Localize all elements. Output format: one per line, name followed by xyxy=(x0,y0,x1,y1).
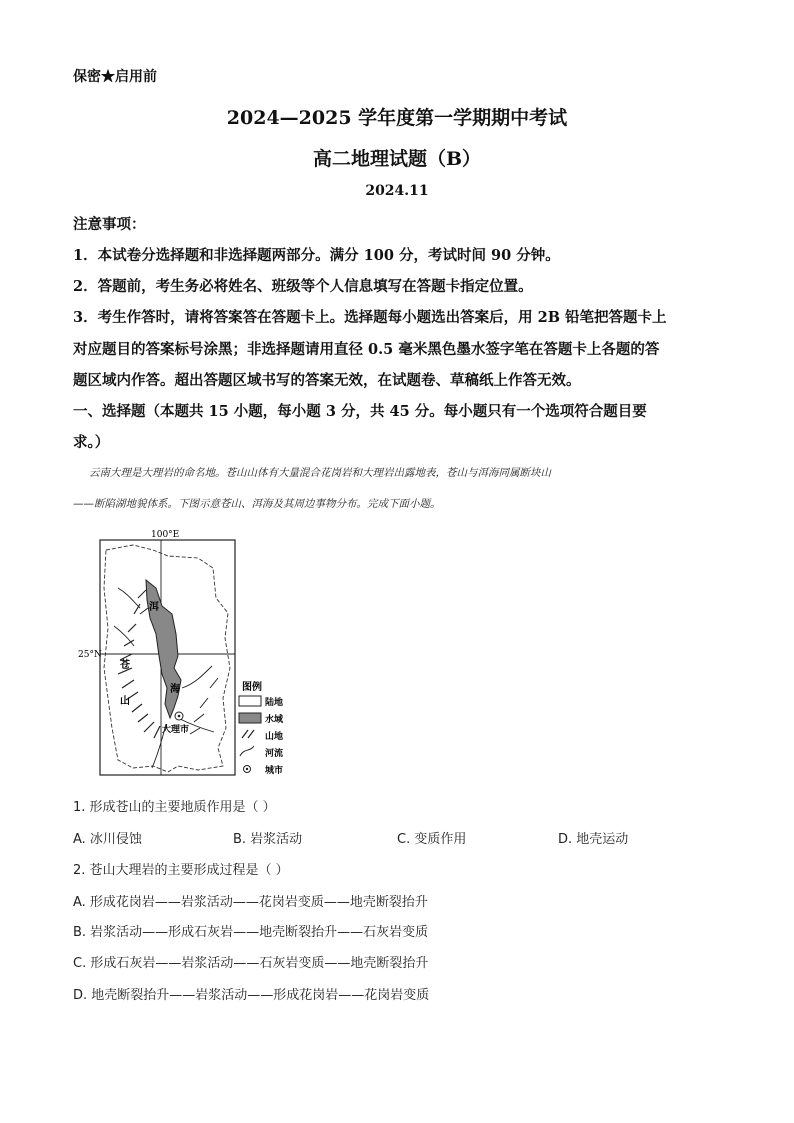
legend-land-swatch xyxy=(239,696,261,706)
label-hai: 海 xyxy=(170,684,180,695)
mountain-icon xyxy=(242,730,254,738)
longitude-label: 100°E xyxy=(151,530,180,540)
question-1-stem: 1. 形成苍山的主要地质作用是（ ） xyxy=(73,800,276,815)
legend-land-label: 陆地 xyxy=(265,698,284,708)
question-2-option-b: B. 岩浆活动——形成石灰岩——地壳断裂抬升——石灰岩变质 xyxy=(73,925,429,940)
city-icon-dot xyxy=(178,715,181,718)
exam-date: 2024.11 xyxy=(365,183,429,199)
cangshan-erhai-map xyxy=(78,528,293,780)
question-1-option-d: D. 地壳运动 xyxy=(558,832,629,847)
note-item-3-line-2: 对应题目的答案标号涂黑；非选择题请用直径 0.5 毫米黑色墨水签字笔在答题卡上各题的答 xyxy=(73,341,660,358)
map-legend xyxy=(239,680,284,776)
question-2-option-d: D. 地壳断裂抬升——岩浆活动——形成花岗岩——花岗岩变质 xyxy=(73,988,430,1003)
note-item-2: 2．答题前，考生务必将姓名、班级等个人信息填写在答题卡指定位置。 xyxy=(73,278,533,295)
note-item-3-line-3: 题区域内作答。超出答题区域书写的答案无效，在试题卷、草稿纸上作答无效。 xyxy=(73,372,581,389)
legend-title: 图例 xyxy=(242,682,262,693)
question-1-option-b: B. 岩浆活动 xyxy=(233,832,303,847)
legend-city-label: 城市 xyxy=(265,766,284,776)
question-1-option-a: A. 冰川侵蚀 xyxy=(73,832,142,847)
river-icon xyxy=(240,746,254,756)
label-er: 洱 xyxy=(149,602,159,613)
section-heading-line-2: 求。） xyxy=(73,434,110,451)
legend-city-icon-dot xyxy=(246,768,248,770)
question-1-option-c: C. 变质作用 xyxy=(397,832,467,847)
intro-line-1: 云南大理是大理岩的命名地。苍山山体有大量混合花岗岩和大理岩出露地表，苍山与洱海同属断块山 xyxy=(89,467,551,479)
section-heading-line-1: 一、选择题（本题共 15 小题，每小题 3 分，共 45 分。每小题只有一个选项符合题目要 xyxy=(73,403,647,420)
exam-title: 2024—2025 学年度第一学期期中考试 xyxy=(226,107,568,129)
legend-mountain-label: 山地 xyxy=(265,732,284,742)
legend-water-label: 水域 xyxy=(265,715,284,725)
question-2-stem: 2. 苍山大理岩的主要形成过程是（ ） xyxy=(73,863,289,878)
question-2-option-a: A. 形成花岗岩——岩浆活动——花岗岩变质——地壳断裂抬升 xyxy=(73,895,428,910)
exam-subtitle: 高二地理试题（B） xyxy=(312,148,482,170)
notes-heading: 注意事项： xyxy=(73,216,146,233)
city-label: 大理市 xyxy=(162,725,190,735)
question-2-option-c: C. 形成石灰岩——岩浆活动——石灰岩变质——地壳断裂抬升 xyxy=(73,956,429,971)
intro-line-2: ——断陷湖地貌体系。下图示意苍山、洱海及其周边事物分布。完成下面小题。 xyxy=(73,498,441,510)
label-cang: 苍 xyxy=(120,660,130,671)
note-item-3-line-1: 3．考生作答时，请将答案答在答题卡上。选择题每小题选出答案后，用 2B 铅笔把答题卡上 xyxy=(73,309,667,326)
legend-river-label: 河流 xyxy=(265,749,284,759)
label-shan: 山 xyxy=(120,696,130,707)
confidential-label: 保密★启用前 xyxy=(73,69,157,85)
note-item-1: 1．本试卷分选择题和非选择题两部分。满分 100 分，考试时间 90 分钟。 xyxy=(73,247,560,264)
legend-water-swatch xyxy=(239,713,261,723)
latitude-label: 25°N xyxy=(78,650,102,660)
